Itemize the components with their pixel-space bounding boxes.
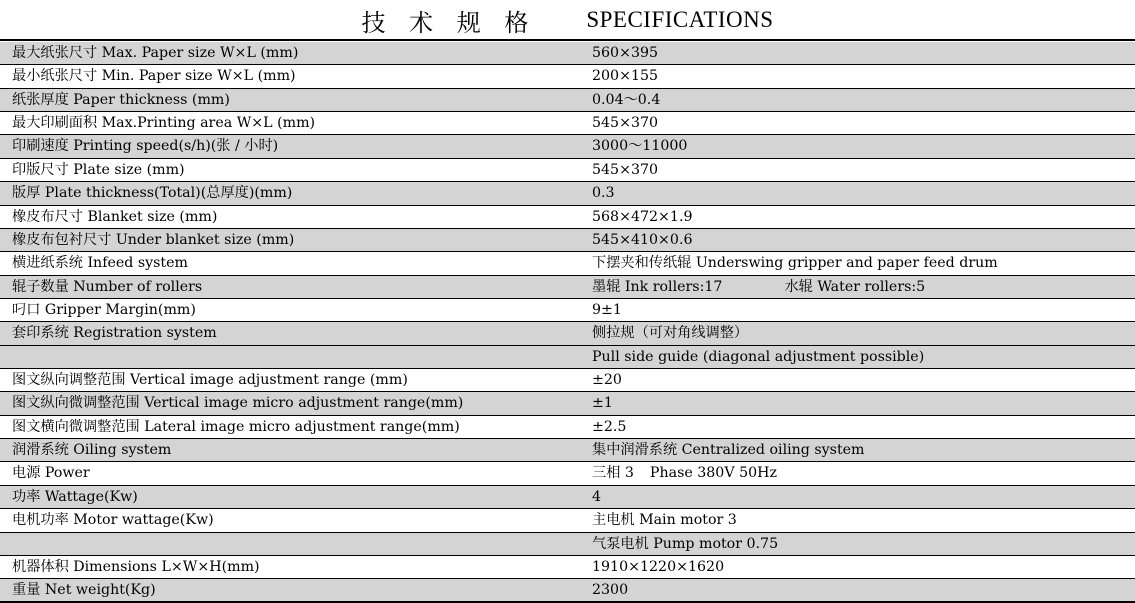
spec-label: 电机功率 Motor wattage(Kw) xyxy=(12,512,214,529)
spec-label: 橡皮布包衬尺寸 Under blanket size (mm) xyxy=(12,231,295,248)
spec-value: ±1 xyxy=(592,395,613,412)
spec-value: 545×370 xyxy=(592,161,659,178)
table-row xyxy=(0,462,1135,485)
table-row xyxy=(0,346,1135,369)
table-row xyxy=(0,579,1135,602)
spec-value: 9±1 xyxy=(592,301,622,318)
table-row xyxy=(0,65,1135,88)
spec-label: 横进纸系统 Infeed system xyxy=(12,255,188,272)
spec-label: 图文横向微调整范围 Lateral image micro adjustment range(mm) xyxy=(12,418,460,435)
table-row xyxy=(0,509,1135,532)
spec-value: 下摆夹和传纸辊 Underswing gripper and paper feed drum xyxy=(592,255,998,272)
table-row xyxy=(0,135,1135,158)
table-row xyxy=(0,439,1135,462)
spec-value: 560×395 xyxy=(592,45,659,61)
table-row xyxy=(0,392,1135,415)
spec-value: 集中润滑系统 Centralized oiling system xyxy=(592,442,865,459)
spec-value: 4 xyxy=(592,488,602,505)
spec-label: 重量 Net weight(Kg) xyxy=(12,582,156,599)
spec-table xyxy=(0,42,1135,603)
table-row xyxy=(0,322,1135,345)
title-chinese: 技 术 规 格 xyxy=(361,8,537,37)
table-row xyxy=(0,556,1135,579)
spec-value: 1910×1220×1620 xyxy=(592,558,725,575)
table-row xyxy=(0,42,1135,65)
table-row xyxy=(0,533,1135,556)
table-row xyxy=(0,206,1135,229)
spec-label: 纸张厚度 Paper thickness (mm) xyxy=(12,91,230,108)
spec-value: Pull side guide (diagonal adjustment possible) xyxy=(592,348,925,365)
spec-value: 侧拉规（可对角线调整） xyxy=(592,325,749,342)
spec-value-secondary: 水辊 Water rollers:5 xyxy=(784,278,926,295)
spec-value: 200×155 xyxy=(592,68,659,85)
spec-value: 2300 xyxy=(592,582,629,599)
spec-label: 机器体积 Dimensions L×W×H(mm) xyxy=(12,558,260,575)
spec-label: 橡皮布尺寸 Blanket size (mm) xyxy=(12,208,218,225)
spec-value: 墨辊 Ink rollers:17 xyxy=(592,278,723,295)
spec-label: 电源 Power xyxy=(12,465,90,482)
spec-value-group xyxy=(592,276,925,298)
table-row xyxy=(0,159,1135,182)
table-row xyxy=(0,276,1135,299)
spec-value: 三相 3 xyxy=(592,465,634,482)
table-row xyxy=(0,486,1135,509)
table-row xyxy=(0,369,1135,392)
spec-value-group xyxy=(592,462,777,484)
table-row xyxy=(0,182,1135,205)
spec-value: ±20 xyxy=(592,372,622,389)
spec-value: 545×370 xyxy=(592,115,659,132)
spec-value: 0.04～0.4 xyxy=(592,91,661,108)
table-row xyxy=(0,252,1135,275)
spec-label: 印版尺寸 Plate size (mm) xyxy=(12,161,185,178)
spec-label: 润滑系统 Oiling system xyxy=(12,442,172,459)
spec-label: 图文纵向微调整范围 Vertical image micro adjustment range(mm) xyxy=(12,395,464,412)
spec-label: 套印系统 Registration system xyxy=(12,325,217,342)
spec-value: 主电机 Main motor 3 xyxy=(592,512,737,529)
spec-label: 印刷速度 Printing speed(s/h)(张 / 小时) xyxy=(12,138,279,155)
spec-value: ±2.5 xyxy=(592,418,627,435)
spec-value: 568×472×1.9 xyxy=(592,208,693,225)
table-row xyxy=(0,229,1135,252)
spec-label: 功率 Wattage(Kw) xyxy=(12,488,138,505)
spec-label: 版厚 Plate thickness(Total)(总厚度)(mm) xyxy=(12,185,293,202)
spec-label: 最小纸张尺寸 Min. Paper size W×L (mm) xyxy=(12,68,296,85)
table-row xyxy=(0,89,1135,112)
spec-label: 辊子数量 Number of rollers xyxy=(12,278,203,295)
table-row xyxy=(0,416,1135,439)
spec-value: 3000～11000 xyxy=(592,138,688,155)
spec-value-secondary: Phase 380V 50Hz xyxy=(649,465,777,482)
spec-label: 图文纵向调整范围 Vertical image adjustment range (mm) xyxy=(12,372,408,389)
spec-value: 545×410×0.6 xyxy=(592,231,693,248)
title-rule xyxy=(0,39,1135,41)
spec-label: 最大纸张尺寸 Max. Paper size W×L (mm) xyxy=(12,45,299,61)
spec-value: 气泵电机 Pump motor 0.75 xyxy=(592,535,779,552)
spec-title xyxy=(0,0,1135,40)
table-row xyxy=(0,112,1135,135)
spec-label: 叼口 Gripper Margin(mm) xyxy=(12,301,196,318)
spec-label: 最大印刷面积 Max.Printing area W×L (mm) xyxy=(12,115,316,132)
title-english: SPECIFICATIONS xyxy=(586,7,774,32)
spec-value: 0.3 xyxy=(592,185,615,202)
table-row xyxy=(0,299,1135,322)
